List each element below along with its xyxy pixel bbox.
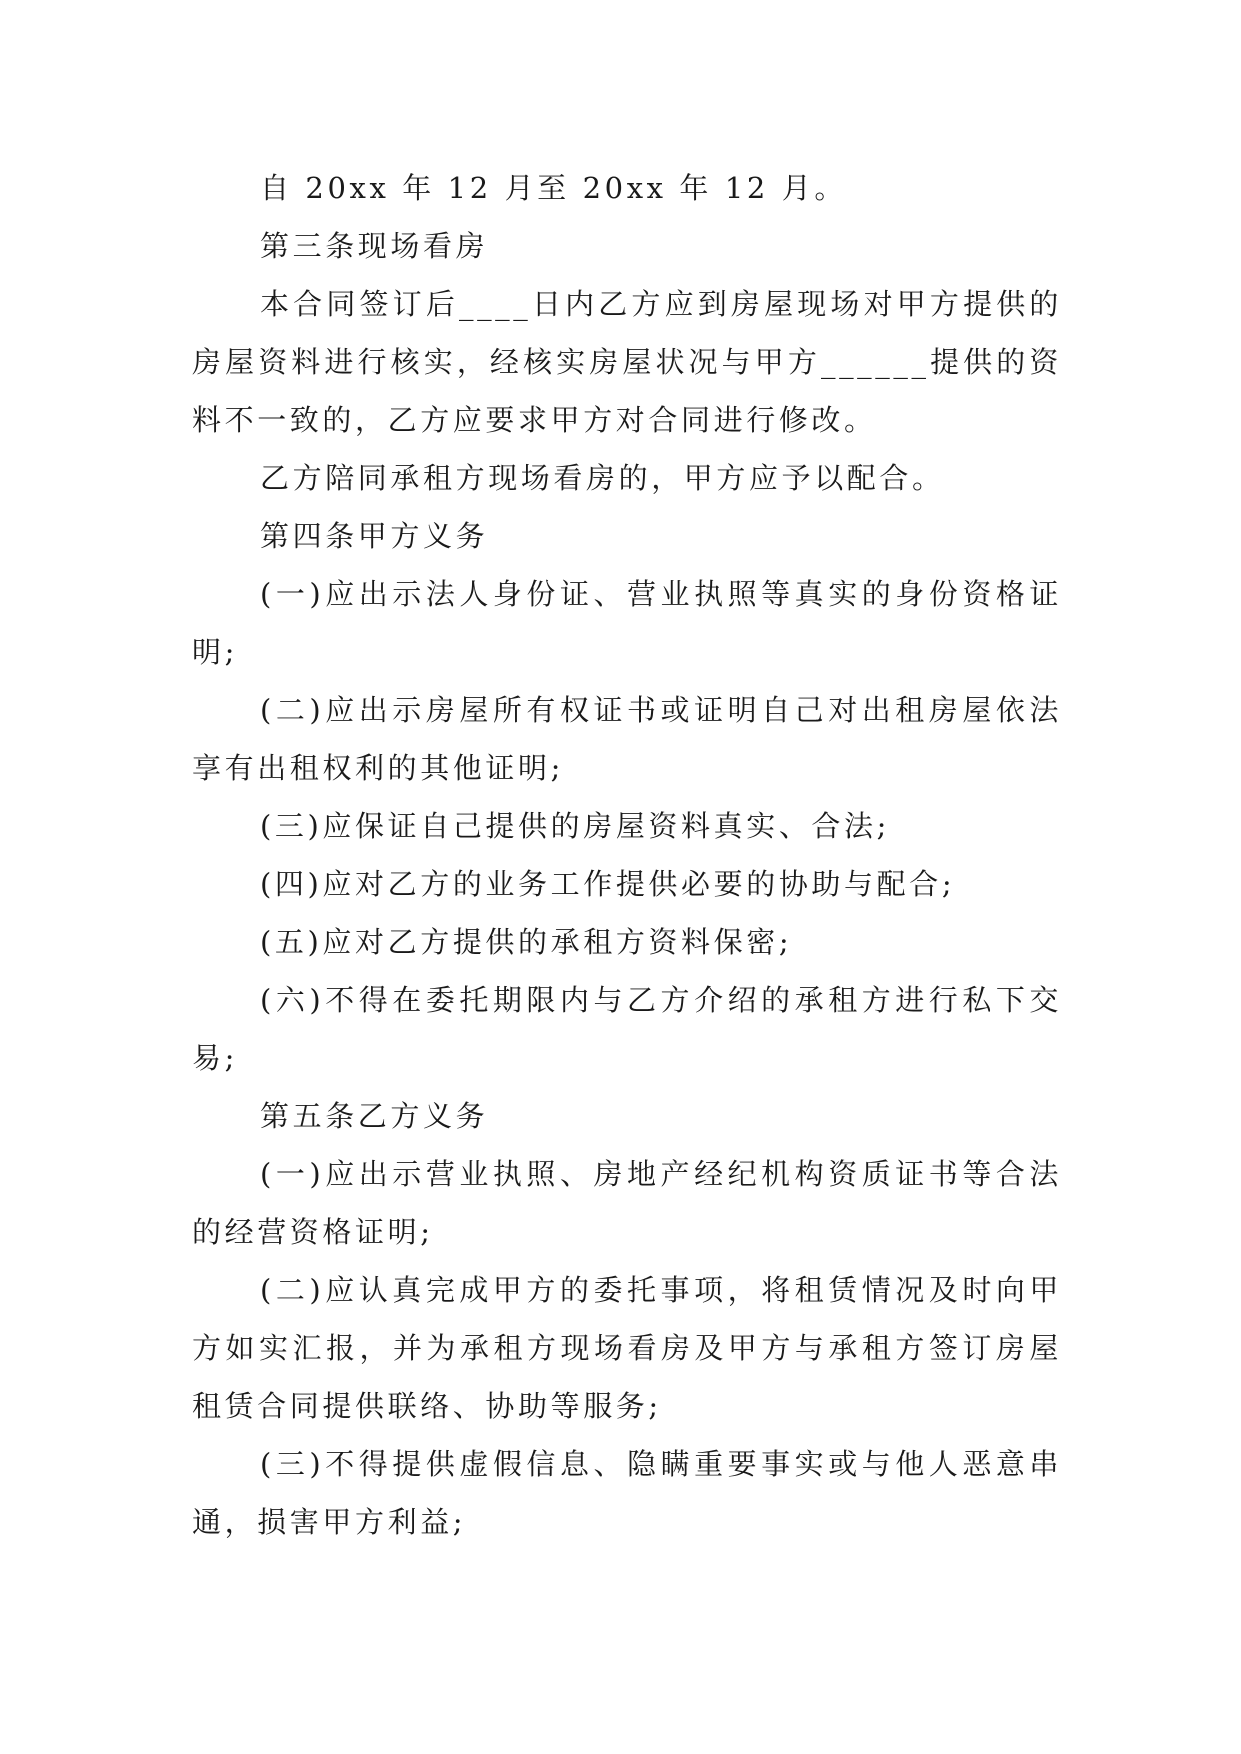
heading-article-3: 第三条现场看房 bbox=[260, 229, 489, 263]
list-item-party-a-6: (六)不得在委托期限内与乙方介绍的承租方进行私下交易; bbox=[192, 983, 1062, 1075]
list-item-party-a-3: (三)应保证自己提供的房屋资料真实、合法; bbox=[260, 809, 890, 843]
list-item-party-a-1: (一)应出示法人身份证、营业执照等真实的身份资格证明; bbox=[192, 577, 1062, 669]
paragraph-viewing-verification: 本合同签订后____日内乙方应到房屋现场对甲方提供的房屋资料进行核实，经核实房屋状况与甲方______提供的资料不一致的，乙方应要求甲方对合同进行修改。 bbox=[192, 287, 1062, 437]
list-item-party-a-2: (二)应出示房屋所有权证书或证明自己对出租房屋依法享有出租权利的其他证明; bbox=[192, 693, 1062, 785]
heading-article-4: 第四条甲方义务 bbox=[260, 519, 489, 553]
list-item-party-b-3: (三)不得提供虚假信息、隐瞒重要事实或与他人恶意串通，损害甲方利益; bbox=[192, 1447, 1062, 1539]
list-item-party-a-4: (四)应对乙方的业务工作提供必要的协助与配合; bbox=[260, 867, 956, 901]
document-body bbox=[192, 159, 1062, 1551]
list-item-party-b-1: (一)应出示营业执照、房地产经纪机构资质证书等合法的经营资格证明; bbox=[192, 1157, 1062, 1249]
heading-article-5: 第五条乙方义务 bbox=[260, 1099, 489, 1133]
list-item-party-a-5: (五)应对乙方提供的承租方资料保密; bbox=[260, 925, 793, 959]
paragraph-viewing-cooperation: 乙方陪同承租方现场看房的，甲方应予以配合。 bbox=[260, 461, 945, 495]
paragraph-term-period: 自 20xx 年 12 月至 20xx 年 12 月。 bbox=[260, 171, 847, 205]
list-item-party-b-2: (二)应认真完成甲方的委托事项，将租赁情况及时向甲方如实汇报，并为承租方现场看房及甲方与承租方签订房屋租赁合同提供联络、协助等服务; bbox=[192, 1273, 1062, 1423]
